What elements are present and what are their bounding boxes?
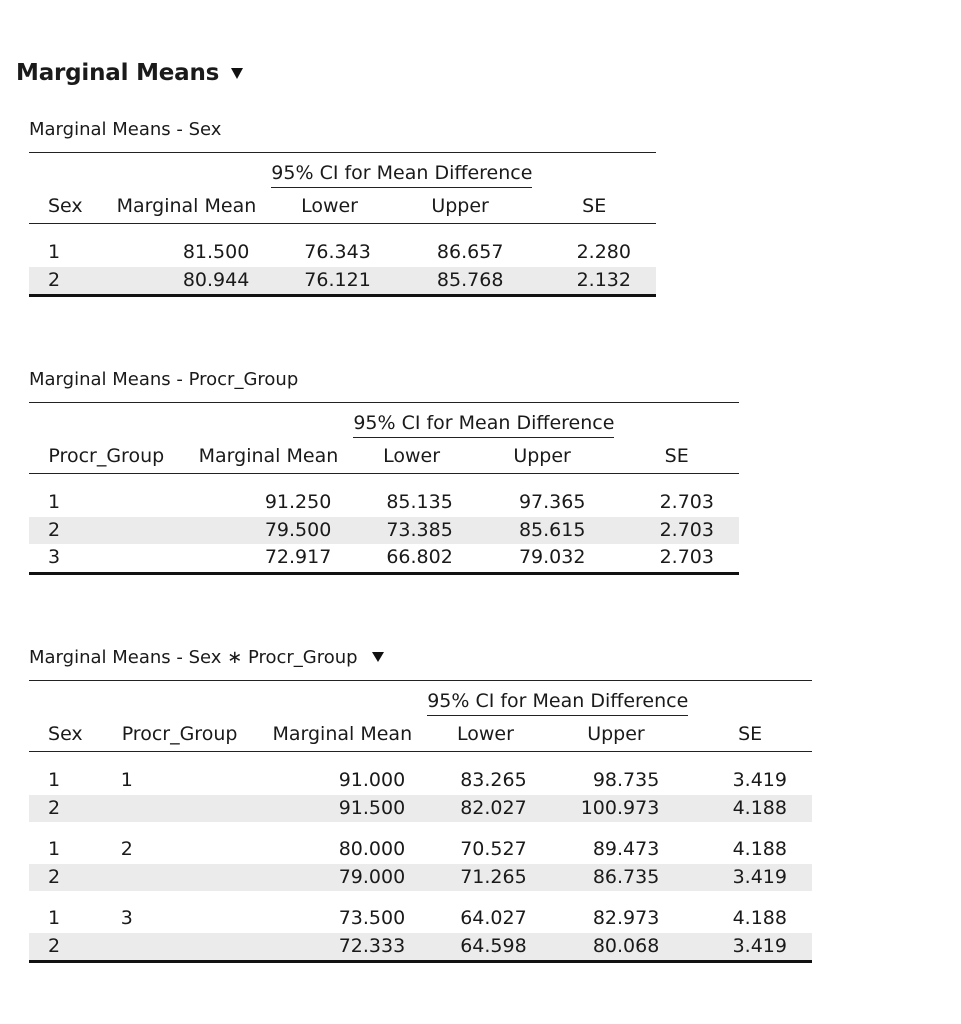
cell: 4.188 — [732, 907, 787, 929]
cell: 3 — [120, 907, 133, 929]
column-header: Lower — [271, 188, 387, 224]
cell: 72.333 — [257, 933, 427, 962]
cell: 81.500 — [182, 241, 250, 263]
cell: 1 — [48, 491, 61, 513]
cell: 86.657 — [436, 241, 504, 263]
table-row — [29, 489, 739, 517]
cell: 2 — [29, 267, 102, 296]
table-row — [29, 239, 656, 267]
cell: 3.419 — [688, 864, 812, 892]
column-header: Sex — [29, 188, 102, 224]
cell: 1 — [48, 907, 61, 929]
column-header: Sex — [29, 716, 102, 752]
table-sex-caption: Marginal Means - Sex — [29, 118, 222, 140]
cell: 80.944 — [102, 267, 272, 296]
cell: 1 — [120, 769, 133, 791]
column-header: Upper — [470, 438, 615, 474]
cell: 3.419 — [732, 769, 787, 791]
cell: 66.802 — [386, 546, 453, 568]
cell: 2 — [29, 864, 102, 892]
cell: 72.917 — [264, 546, 332, 568]
cell: 2.703 — [614, 517, 739, 545]
cell: 91.500 — [257, 795, 427, 823]
column-header: Marginal Mean — [257, 716, 427, 752]
cell: 2.703 — [659, 546, 714, 568]
table-inter-section — [29, 644, 812, 963]
column-header: Upper — [388, 188, 533, 224]
cell — [102, 933, 258, 962]
table-row — [29, 905, 812, 933]
cell: 3 — [48, 546, 61, 568]
cell: 4.188 — [688, 795, 812, 823]
table-row — [29, 864, 812, 892]
table-row — [29, 767, 812, 795]
cell: 80.000 — [338, 838, 406, 860]
cell: 70.527 — [460, 838, 527, 860]
ci-group-header: 95% CI for Mean Difference — [353, 403, 614, 439]
cell: 79.500 — [184, 517, 354, 545]
cell: 1 — [48, 769, 61, 791]
cell: 2 — [29, 933, 102, 962]
column-header: Procr_Group — [102, 716, 258, 752]
cell: 85.768 — [388, 267, 533, 296]
table-row — [29, 836, 812, 864]
cell: 79.000 — [257, 864, 427, 892]
cell: 91.250 — [264, 491, 332, 513]
cell — [102, 795, 258, 823]
column-header: SE — [688, 716, 812, 752]
table-row — [29, 267, 656, 296]
table-row — [29, 544, 739, 573]
cell: 97.365 — [518, 491, 586, 513]
cell: 71.265 — [427, 864, 543, 892]
cell: 2.132 — [532, 267, 656, 296]
column-header: SE — [614, 438, 739, 474]
table-inter-caption-row — [29, 644, 812, 670]
table-row — [29, 795, 812, 823]
cell: 86.735 — [544, 864, 689, 892]
cell: 89.473 — [592, 838, 660, 860]
column-header: Procr_Group — [29, 438, 184, 474]
column-header: Lower — [427, 716, 543, 752]
cell: 1 — [48, 838, 61, 860]
cell: 73.385 — [353, 517, 469, 545]
cell: 79.032 — [518, 546, 586, 568]
cell: 2 — [120, 838, 133, 860]
cell: 2 — [29, 795, 102, 823]
section-heading — [16, 60, 243, 86]
table-procr-caption: Marginal Means - Procr_Group — [29, 368, 299, 390]
column-header: SE — [532, 188, 656, 224]
cell: 83.265 — [460, 769, 527, 791]
column-header: Lower — [353, 438, 469, 474]
cell: 76.343 — [304, 241, 371, 263]
cell: 2.703 — [659, 491, 714, 513]
column-header: Marginal Mean — [102, 188, 272, 224]
cell: 80.068 — [544, 933, 689, 962]
cell: 82.027 — [427, 795, 543, 823]
table-sex — [29, 152, 656, 297]
table-row — [29, 933, 812, 962]
table-sex-section — [29, 116, 656, 297]
cell: 2 — [29, 517, 184, 545]
cell: 76.121 — [271, 267, 387, 296]
cell: 73.500 — [338, 907, 406, 929]
cell: 2.280 — [576, 241, 631, 263]
column-header: Upper — [544, 716, 689, 752]
cell: 100.973 — [544, 795, 689, 823]
cell: 64.598 — [427, 933, 543, 962]
heading-text: Marginal Means — [16, 60, 220, 86]
ci-group-header: 95% CI for Mean Difference — [427, 681, 688, 717]
ci-group-header: 95% CI for Mean Difference — [271, 153, 532, 189]
table-row — [29, 517, 739, 545]
cell: 91.000 — [338, 769, 406, 791]
cell: 64.027 — [460, 907, 527, 929]
cell: 98.735 — [592, 769, 660, 791]
cell: 4.188 — [732, 838, 787, 860]
caret-down-icon[interactable] — [372, 652, 384, 662]
table-procr-section — [29, 366, 739, 575]
cell — [102, 864, 258, 892]
cell: 85.615 — [470, 517, 615, 545]
cell: 1 — [48, 241, 61, 263]
cell: 82.973 — [592, 907, 660, 929]
caret-down-icon[interactable] — [231, 68, 243, 79]
table-inter — [29, 680, 812, 963]
table-procr — [29, 402, 739, 575]
table-inter-caption: Marginal Means - Sex ∗ Procr_Group — [29, 646, 358, 668]
cell: 3.419 — [688, 933, 812, 962]
column-header: Marginal Mean — [184, 438, 354, 474]
cell: 85.135 — [386, 491, 453, 513]
